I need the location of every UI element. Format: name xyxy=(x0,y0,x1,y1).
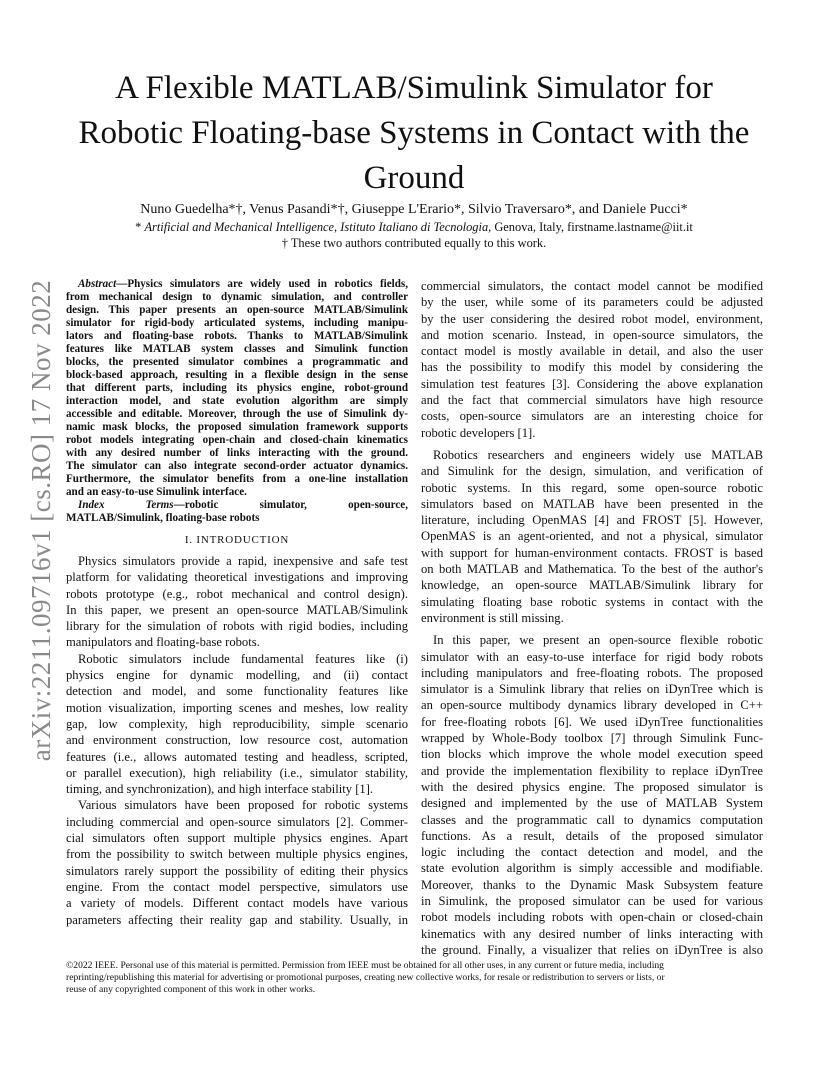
abstract-line: features like MATLAB system classes and Simulink function xyxy=(66,343,408,355)
index-terms-text: —robotic simulator, open-source, xyxy=(173,499,408,511)
paragraph xyxy=(66,797,408,927)
text-line: robotic systems. In this regard, some open-source robotic xyxy=(421,480,763,495)
text-line: literature, including OpenMAS [4] and FROST [5]. However, xyxy=(421,513,763,528)
text-line: In this paper, we present an open-source flexible robotic xyxy=(433,633,763,648)
abstract-line: Furthermore, the simulator benefits from a one-line installation xyxy=(66,473,408,485)
text-line: manipulators and floating-base robots. xyxy=(66,635,260,650)
abstract-line: and an easy-to-use Simulink interface. xyxy=(66,486,247,498)
abstract-line: namic mask blocks, the proposed simulation framework supports xyxy=(66,421,408,433)
abstract-line: simulator for rigid-body articulated systems, including manipu- xyxy=(66,317,408,329)
copyright-footer xyxy=(66,960,764,996)
text-line: and motion scenario. Instead, in open-source simulators, the xyxy=(421,327,763,342)
text-line: simulating floating base robotic systems in contact with the xyxy=(421,594,763,609)
abstract-line: design. This paper presents an open-source MATLAB/Simulink xyxy=(66,304,408,316)
section-heading: I. INTRODUCTION xyxy=(184,534,290,546)
footer-line: reuse of any copyrighted component of this work in other works. xyxy=(66,984,316,995)
text-line: Physics simulators provide a rapid, inexpensive and safe test xyxy=(78,554,408,568)
text-line: platform for validating theoretical investigations and improving xyxy=(66,570,408,585)
text-line: engine. From the contact model perspective, simulators use xyxy=(66,879,408,894)
text-line: knowledge, an open-source MATLAB/Simulink library for xyxy=(421,578,763,593)
abstract-line: from mechanical design to dynamic simulation, and controller xyxy=(66,291,408,303)
paragraph xyxy=(66,553,408,651)
title-line: Robotic Floating-base Systems in Contact with the xyxy=(78,115,750,151)
text-line: costs, open-source simulators are an interesting choice for xyxy=(421,409,763,424)
arxiv-identifier xyxy=(22,280,62,760)
text-line: and the fact that commercial simulators have high resource xyxy=(421,393,763,408)
text-line: wrapped by Whole-Body toolbox [7] through Simulink Func- xyxy=(421,731,763,746)
text-line: has the possibility to modify this model by considering the xyxy=(421,360,763,375)
text-line: simulation test features [3]. Considering the above explanation xyxy=(421,376,763,391)
text-line: a variety of models. Different contact models have various xyxy=(66,896,408,911)
text-line: and Simulink for the design, simulation, and verification of xyxy=(421,464,763,479)
abstract xyxy=(66,278,408,525)
abstract-line-text: —Physics simulators are widely used in robotics fields, xyxy=(116,278,408,290)
text-line: robot models including robots with open-chain or closed-chain xyxy=(421,910,763,925)
index-terms-line xyxy=(66,499,408,512)
text-line: robots prototype (e.g., robot mechanical and control design). xyxy=(66,586,408,601)
abstract-line: block-based approach, resulting in a flexible design in the sense xyxy=(66,369,408,381)
text-line: detection and model, and some functionality features like xyxy=(66,684,408,699)
text-line: on both MATLAB and Mathematica. To the best of the author's xyxy=(421,562,763,577)
text-line: or parallel execution), high reliability (i.e., simulator stability, xyxy=(66,765,408,780)
affiliation-institute: Artificial and Mechanical Intelligence, Istituto Italiano di Tecnologia, xyxy=(144,220,492,234)
text-line: contact model is mostly available in detail, and also the user xyxy=(421,344,763,359)
text-line: an open-source multibody dynamics library developed in C++ xyxy=(421,698,763,713)
abstract-line: blocks, the presented simulator combines a programmatic and xyxy=(66,356,408,368)
text-line: functions. As a result, details of the proposed simulator xyxy=(421,828,763,843)
text-line: robotic developers [1]. xyxy=(421,425,536,440)
text-line: designed and implemented by the use of MATLAB System xyxy=(421,796,763,811)
text-line: features (i.e., allows automated testing and headless, scripted, xyxy=(66,749,408,764)
abstract-line: accessible and editable. Moreover, through the use of Simulink dy- xyxy=(66,408,408,420)
text-line: for free-floating robots [6]. We used iDynTree functionalities xyxy=(421,714,763,729)
text-line: parameters affecting their reality gap and stability. Usually, in xyxy=(66,912,408,927)
paragraph xyxy=(66,651,408,798)
abstract-line: with any desired number of links interacting with the ground. xyxy=(66,447,408,459)
paragraph xyxy=(421,447,763,626)
footer-line: reprinting/republishing this material for advertising or promotional purposes, creating new collective works, for resale or redistribution to servers or lists, or xyxy=(66,972,665,983)
text-line: from the possibility to switch between multiple physics engines, xyxy=(66,847,408,862)
text-line: classes and the programmatic call to dynamics computation xyxy=(421,812,763,827)
text-line: by the user, while some of its parameters could be adjusted xyxy=(421,295,763,310)
affiliation-mark: * xyxy=(135,220,142,234)
abstract-line: interaction model, and state evolution algorithm are simply xyxy=(66,395,408,407)
text-line: kinematics with any desired number of links interacting with xyxy=(421,926,763,941)
text-line: and provide the implementation flexibility to replace iDynTree xyxy=(421,763,763,778)
right-column xyxy=(421,278,763,958)
text-line: environment is still missing. xyxy=(421,610,564,625)
text-line: simulators rarely support the possibility of editing their physics xyxy=(66,863,408,878)
text-line: and environment construction, low resource cost, automation xyxy=(66,733,408,748)
index-terms-line: MATLAB/Simulink, floating-base robots xyxy=(66,512,260,524)
footer-line: ©2022 IEEE. Personal use of this material is permitted. Permission from IEEE must be obtained for all other uses, in any current or future media, including xyxy=(66,960,664,971)
text-line: physics engine for dynamic modelling, and (ii) contact xyxy=(66,668,408,683)
text-line: cial simulators often support multiple physics engines. Apart xyxy=(66,831,408,846)
text-line: library for the simulation of robots with rigid bodies, including xyxy=(66,619,408,634)
text-line: with support for human-environment contacts. FROST is based xyxy=(421,545,763,560)
text-line: Robotics researchers and engineers widely use MATLAB xyxy=(433,447,763,462)
text-line: Robotic simulators include fundamental features like (i) xyxy=(78,651,408,666)
text-line: including commercial and open-source simulators [2]. Commer- xyxy=(66,814,408,829)
left-column xyxy=(66,278,408,928)
text-line: In this paper, we present an open-source MATLAB/Simulink xyxy=(66,602,408,617)
text-line: motion visualization, importing scenes and meshes, low reality xyxy=(66,700,408,715)
text-line: the ground. Finally, a visualizer that relies on iDynTree is also xyxy=(421,942,763,957)
affiliation-location: Genova, Italy, firstname.lastname@iit.it xyxy=(494,220,693,234)
text-line: logic including the contact detection and model, and the xyxy=(421,845,763,860)
text-line: including manipulators and free-floating robots. The proposed xyxy=(421,665,763,680)
text-line: OpenMAS is an agent-oriented, and not a physical, simulator xyxy=(421,529,763,544)
text-line: by the user considering the desired robot model, environment, xyxy=(421,311,763,326)
title-line: Ground xyxy=(363,160,465,196)
text-line: Various simulators have been proposed for robotic systems xyxy=(78,798,408,813)
abstract-line: The simulator can also integrate second-order actuator dynamics. xyxy=(66,460,408,472)
text-line: commercial simulators, the contact model cannot be modified xyxy=(421,279,763,293)
abstract-line: that different parts, including its physics engine, robot-ground xyxy=(66,382,408,394)
text-line: timing, and synchronization), and high interface stability [1]. xyxy=(66,782,374,797)
arxiv-identifier-text: arXiv:2211.09716v1 [cs.RO] 17 Nov 2022 xyxy=(26,279,57,761)
text-line: in Simulink, the proposed simulator can be used for various xyxy=(421,893,763,908)
paper-title xyxy=(60,66,768,201)
affiliation xyxy=(60,220,768,235)
abstract-line: robot models integrating open-chain and closed-chain kinematics xyxy=(66,434,408,446)
paragraph xyxy=(421,278,763,441)
text-line: state evolution algorithm is simply accessible and modifiable. xyxy=(421,861,763,876)
text-line: simulator is a Simulink library that relies on iDynTree which is xyxy=(421,682,763,697)
text-line: Moreover, thanks to the Dynamic Mask Subsystem feature xyxy=(421,877,763,892)
title-line: A Flexible MATLAB/Simulink Simulator for xyxy=(115,70,713,106)
abstract-line xyxy=(66,278,408,291)
equal-contribution-note: † These two authors contributed equally to this work. xyxy=(281,236,547,250)
paragraph xyxy=(421,632,763,958)
text-line: simulator with an easy-to-use interface for rigid body robots xyxy=(421,649,763,664)
text-line: with the desired physics engine. The proposed simulator is xyxy=(421,779,763,794)
text-line: simulators based on MATLAB have been presented in the xyxy=(421,496,763,511)
text-line: tion blocks which improve the whole model execution speed xyxy=(421,747,763,762)
text-line: gap, low complexity, high reproducibility, simple scenario xyxy=(66,716,408,731)
author-list: Nuno Guedelha*†, Venus Pasandi*†, Giuseppe L'Erario*, Silvio Traversaro*, and Daniele Pucci* xyxy=(140,202,688,217)
abstract-line: lators and floating-base robots. Thanks to MATLAB/Simulink xyxy=(66,330,408,342)
index-terms-label: Index Terms xyxy=(78,499,174,511)
abstract-label: Abstract xyxy=(78,278,117,290)
